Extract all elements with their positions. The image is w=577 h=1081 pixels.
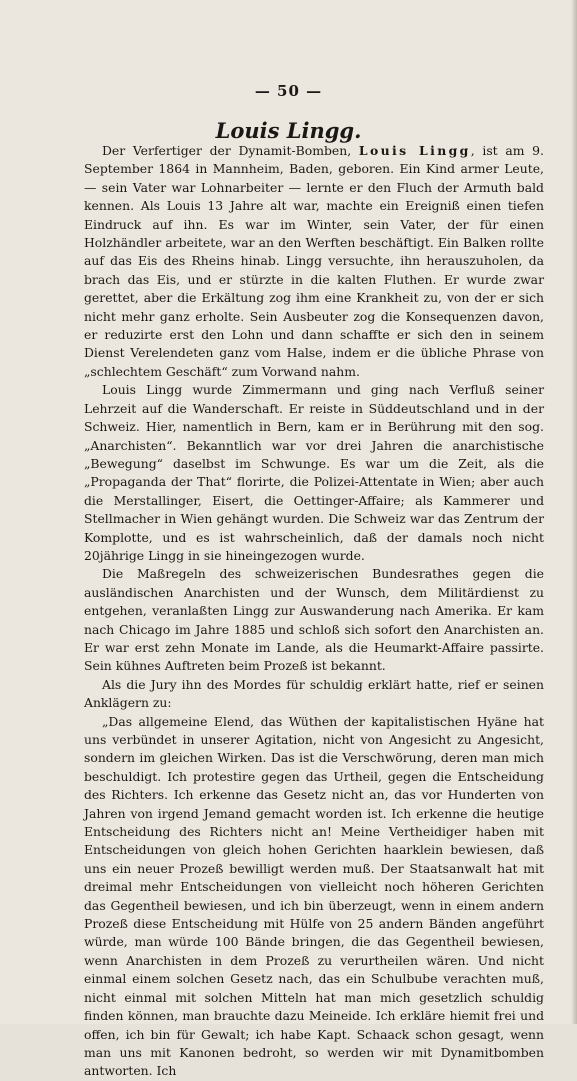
page-number: — 50 — [254, 82, 323, 100]
paragraph-4: Als die Jury ihn des Mordes für schuldig erklärt hatte, rief er seinen Anklägern zu: [84, 676, 544, 711]
scan-edge-shadow [571, 0, 577, 1024]
paragraph-1-rest: , ist am 9. September 1864 in Mannheim, Baden, geboren. Ein Kind armer Leute, — sein Vater war Lohnarbeiter — lernte er den Fluch der Armuth bald kennen. Als Louis 13 Jahre alt war, machte ein Ereigniß einen tiefen Eindruck auf ihn. Es war im Winter, sein Vater, der für einen Holzhändler arbeitete, war an den Werften beschäftigt. Ein Balken rollte auf das Eis des Rheins hinab. Lingg versuchte, ihn herauszuholen, da brach das Eis, und er stürzte in die kalten Fluthen. Er wurde zwar gerettet, aber die Erkältung zog ihm eine Krankheit zu, von der er sich nicht mehr ganz erholte. Sein Ausbeuter zog die Konsequenzen davon, er reduzirte erst den Lohn und dann schaffte er sich den in seinem Dienst Verelendeten ganz vom Halse, indem er die übliche Phrase von „schlechtem Geschäft“ zum Vorwand nahm. [84, 143, 544, 379]
paragraph-2: Louis Lingg wurde Zimmermann und ging nach Verfluß seiner Lehrzeit auf die Wanderschaft. Er reiste in Süddeutschland und in der Schweiz. Hier, namentlich in Bern, kam er in Berührung mit den sog. „Anarchisten“. Bekanntlich war vor drei Jahren die anarchistische „Bewegung“ daselbst im Schwunge. Es war um die Zeit, als die „Propaganda der That“ florirte, die Polizei-Attentate in Wien; aber auch die Merstallinger, Eisert, die Oettinger-Affaire; als Kammerer und Stellmacher in Wien gehängt wurden. Die Schweiz war das Zentrum der Komplotte, und es ist wahrscheinlich, daß der damals noch nicht 20jährige Lingg in sie hineingezogen wurde. [84, 382, 544, 563]
page-title: Louis Lingg. [215, 118, 362, 143]
paragraph-3: Die Maßregeln des schweizerischen Bundesrathes gegen die ausländischen Anarchisten und der Wunsch, dem Militärdienst zu entgehen, veranlaßten Lingg zur Auswanderung nach Amerika. Er kam nach Chicago im Jahre 1885 und schloß sich sofort den Anarchisten an. Er war erst zehn Monate im Lande, als die Heumarkt-Affaire passirte. Sein kühnes Auftreten beim Prozeß ist bekannt. [84, 566, 544, 674]
body-text [84, 142, 544, 1081]
paragraph-1-start: Der Verfertiger der Dynamit-Bomben, [102, 143, 359, 158]
name-spaced: Louis Lingg [358, 143, 471, 158]
paragraph-1 [84, 142, 544, 381]
paragraph-5-quote: „Das allgemeine Elend, das Wüthen der kapitalistischen Hyäne hat uns verbündet in unserer Agitation, nicht von Angesicht zu Angesicht, sondern im gleichen Wirken. Das ist die Verschwörung, deren man mich beschuldigt. Ich protestire gegen das Urtheil, gegen die Entscheidung des Richters. Ich erkenne das Gesetz nicht an, das vor Hunderten von Jahren von irgend Jemand gemacht worden ist. Ich erkenne die heutige Entscheidung des Richters nicht an! Meine Vertheidiger haben mit Entscheidungen von gleich hohen Gerichten haarklein bewiesen, daß uns ein neuer Prozeß bewilligt werden muß. Der Staatsanwalt hat mit dreimal mehr Entscheidungen von vielleicht noch höheren Gerichten das Gegentheil bewiesen, und ich bin überzeugt, wenn in einem andern Prozeß diese Entscheidung mit Hülfe von 25 andern Bänden angeführt würde, man würde 100 Bände bringen, die das Gegentheil bewiesen, wenn Anarchisten in dem Prozeß zu verurtheilen wären. Und nicht einmal einem solchen Gesetz nach, das ein Schulbube verachten muß, nicht einmal mit solchen Mitteln hat man mich gesetzlich schuldig finden können, man brauchte dazu Meineide. Ich erkläre hiemit frei und offen, ich bin für Gewalt; ich habe Kapt. Schaack schon gesagt, wenn man uns mit Kanonen bedroht, so werden wir mit Dynamitbomben antworten. Ich [84, 713, 544, 1079]
